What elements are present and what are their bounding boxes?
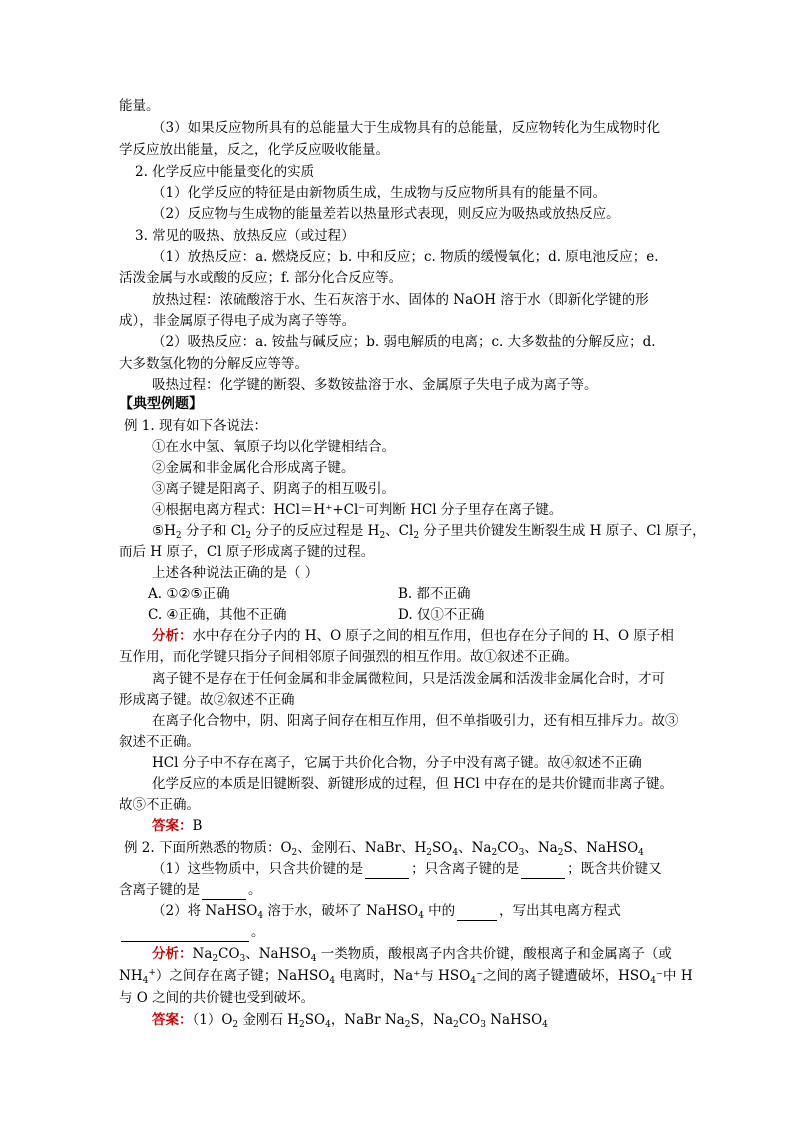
statement-5: $⑤H_2$ 分子和 $Cl_2$ 分子的反应过程是 $H_2$、$Cl_2$ 分子里共价键发生断裂生成 H 原子、Cl 原子， <box>152 523 706 541</box>
question-stem: 上述各种说法正确的是（ ） <box>152 565 319 581</box>
text-line: （2）吸热反应：a. 铵盐与碱反应；b. 弱电解质的电离；c. 大多数盐的分解反应；d. <box>152 334 656 350</box>
analysis-line: 分析：$Na_2CO_3$、NaHSO$_4$ 一类物质，酸根离子内含共价键，酸根离子和金属离子（或 <box>152 946 672 964</box>
text-line: 叙述不正确。 <box>119 734 200 750</box>
question-2-cont: 。 <box>119 922 679 942</box>
answer-text: B <box>192 818 203 834</box>
text-line: （1）化学反应的特征是由新物质生成，生成物与反应物所具有的能量不同。 <box>152 185 607 201</box>
section-heading: 2. 化学反应中能量变化的实质 <box>135 164 315 180</box>
analysis-line <box>152 626 712 646</box>
text-line: 离子键不是存在于任何金属和非金属微粒间，只是活泼金属和活泼非金属化合时，才可 <box>152 671 665 687</box>
answer-blank[interactable] <box>202 884 246 900</box>
answer-label: 答案： <box>152 1012 193 1028</box>
text-line: 成），非金属原子得电子成为离子等等。 <box>119 313 356 329</box>
statement-1: ①在水中氢、氧原子均以化学键相结合。 <box>152 439 395 455</box>
text-line: 故⑤不正确。 <box>119 797 200 813</box>
text-line: 在离子化合物中，阴、阳离子间存在相互作用，但不单指吸引力，还有相互排斥力。故③ <box>152 713 679 729</box>
text-line: 形成离子键。故②叙述不正确 <box>119 692 295 708</box>
text-line: 能量。 <box>119 98 160 114</box>
text-line: （3）如果反应物所具有的总能量大于生成物具有的总能量，反应物转化为生成物时化 <box>152 120 661 136</box>
statement-4: ④根据电离方程式：HCl＝H⁺+Cl⁻可判断 HCl 分子里存在离子键。 <box>152 502 563 518</box>
answer-blank[interactable] <box>521 863 565 879</box>
text-line: 放热过程：浓硫酸溶于水、生石灰溶于水、固体的 NaOH 溶于水（即新化学键的形 <box>152 292 649 308</box>
option-c: C. ④正确，其他不正确 <box>148 607 287 623</box>
text-line: （2）反应物与生成物的能量差若以热量形式表现，则反应为吸热或放热反应。 <box>152 206 620 222</box>
text-line: 学反应放出能量，反之，化学反应吸收能量。 <box>119 142 389 158</box>
text-line: （1）放热反应：a. 燃烧反应；b. 中和反应；c. 物质的缓慢氧化；d. 原电池反应；e. <box>152 249 659 265</box>
analysis-text: 水中存在分子内的 H、O 原子之间的相互作用，但也存在分子间的 H、O 原子相 <box>192 628 674 644</box>
answer-blank[interactable] <box>457 905 497 921</box>
option-b: B. 都不正确 <box>398 586 471 602</box>
text-line: 大多数氢化物的分解反应等等。 <box>119 356 308 372</box>
section-heading: 3. 常见的吸热、放热反应（或过程） <box>135 228 355 244</box>
text-line: 而后 H 原子，Cl 原子形成离子键的过程。 <box>119 544 375 560</box>
text-line: $NH_4^+$）之间存在离子键；NaHSO$_4$ 电离时，Na⁺与 $HSO_4^-$之间的离子键遭破坏，$HSO_4^-$中 H <box>119 968 693 986</box>
answer-label: 答案： <box>152 818 193 834</box>
analysis-label: 分析： <box>152 946 193 962</box>
statement-3: ③离子键是阳离子、阴离子的相互吸引。 <box>152 481 395 497</box>
statement-2: ②金属和非金属化合形成离子键。 <box>152 460 355 476</box>
text-line: 互作用，而化学键只指分子间相邻原子间强烈的相互作用。故①叙述不正确。 <box>119 649 578 665</box>
text-line: 吸热过程：化学键的断裂、多数铵盐溶于水、金属原子失电子成为离子等。 <box>152 377 598 393</box>
question-2: （2）将 NaHSO$_4$ 溶于水，破坏了 NaHSO$_4$ 中的 ，写出其电离方程式 <box>152 903 621 921</box>
answer-line: 答案：$(1)O_2$ 金刚石 $H_2SO_4$，NaBr $Na_2S$，$Na_2CO_3$ NaHSO$_4$ <box>152 1012 548 1030</box>
option-d: D. 仅①不正确 <box>398 607 485 623</box>
text-line: HCl 分子中不存在离子，它属于共价化合物，分子中没有离子键。故④叙述不正确 <box>152 755 642 771</box>
example-title: 例 1. 现有如下各说法： <box>124 418 267 434</box>
section-title: 【典型例题】 <box>119 396 203 412</box>
analysis-label: 分析： <box>152 628 193 644</box>
text-line: 活泼金属与水或酸的反应；f. 部分化合反应等。 <box>119 270 403 286</box>
answer-blank[interactable] <box>365 863 409 879</box>
question-1-cont: 含离子键的是 。 <box>119 882 262 898</box>
text-line: 化学反应的本质是旧键断裂、新键形成的过程，但 HCl 中存在的是共价键而非离子键。 <box>152 776 674 792</box>
answer-line <box>152 816 712 836</box>
option-a: A. ①②⑤正确 <box>148 586 230 602</box>
example-title: 例 2. 下面所熟悉的物质：$O_2$、金刚石、NaBr、$H_2SO_4$、$Na_2CO_3$、$Na_2S$、NaHSO$_4$ <box>124 840 644 858</box>
text-line: 与 O 之间的共价键也受到破坏。 <box>119 990 315 1006</box>
answer-blank[interactable] <box>121 926 249 942</box>
question-1: （1）这些物质中，只含共价键的是 ；只含离子键的是 ；既含共价键又 <box>152 861 662 877</box>
